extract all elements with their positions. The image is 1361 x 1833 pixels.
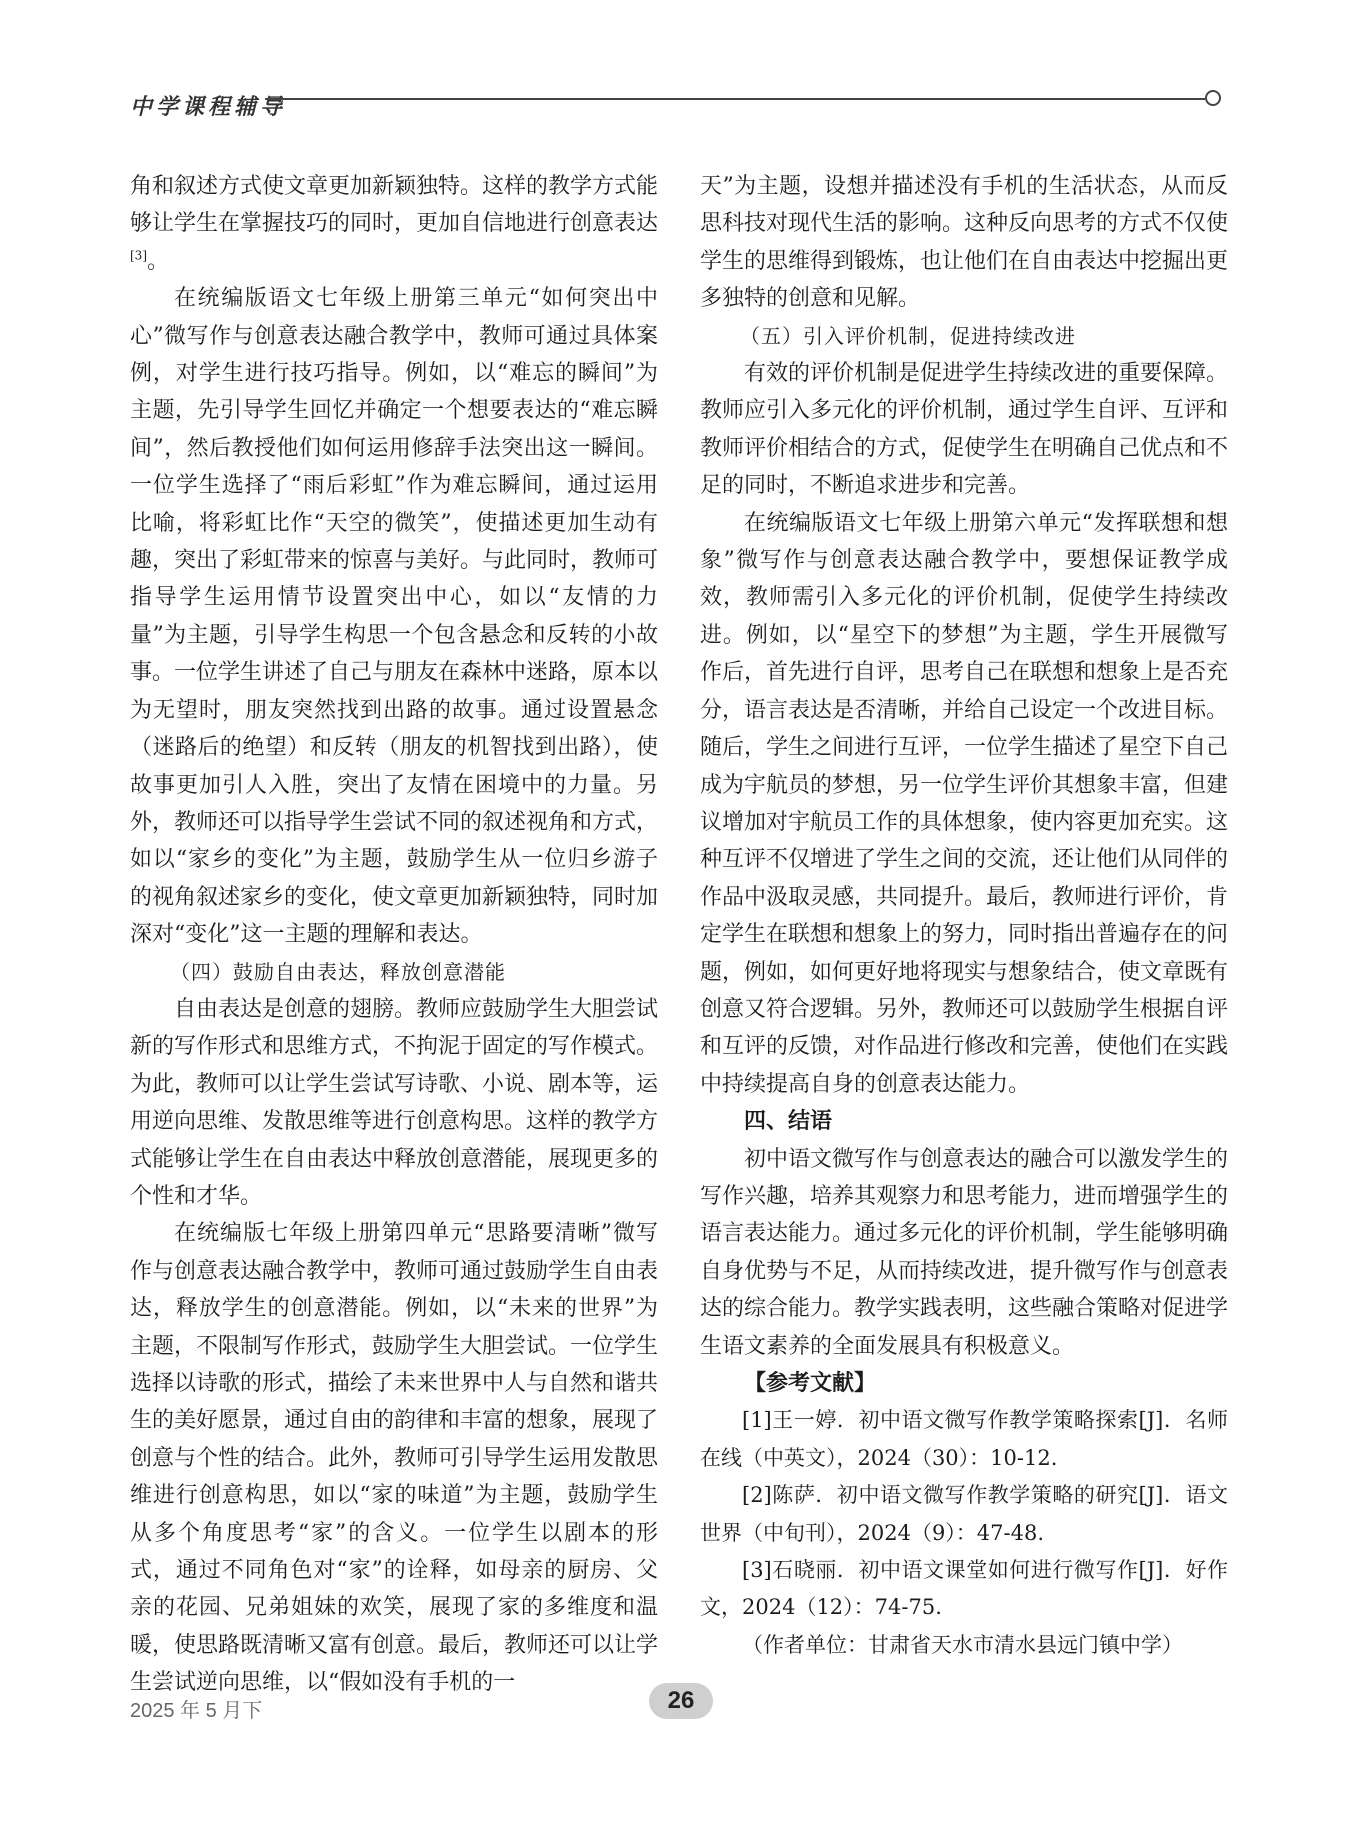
journal-title: 中学课程辅导 bbox=[130, 94, 287, 120]
reference-item: [3]石晓丽．初中语文课堂如何进行微写作[J]．好作文，2024（12）：74-75. bbox=[700, 1558, 1228, 1620]
reference-item: [2]陈萨．初中语文微写作教学策略的研究[J]．语文世界（中旬刊），2024（9）：47-48. bbox=[700, 1483, 1228, 1545]
paragraph-end: 。 bbox=[147, 248, 170, 274]
left-column bbox=[130, 168, 658, 1702]
paragraph: 初中语文微写作与创意表达的融合可以激发学生的写作兴趣，培养其观察力和思考能力，进而增强学生的语言表达能力。通过多元化的评价机制，学生能够明确自身优势与不足，从而持续改进，提升微写作与创意表达的综合能力。教学实践表明，这些融合策略对促进学生语文素养的全面发展具有积极意义。 bbox=[700, 1146, 1229, 1359]
paragraph: 天”为主题，设想并描述没有手机的生活状态，从而反思科技对现代生活的影响。这种反向思考的方式不仅使学生的思维得到锻炼，也让他们在自由表达中挖掘出更多独特的创意和见解。 bbox=[700, 174, 1229, 312]
header-circle-ornament bbox=[1205, 90, 1221, 106]
page-number: 26 bbox=[649, 1683, 713, 1719]
citation-marker: [3] bbox=[130, 248, 147, 263]
author-affiliation: （作者单位：甘肃省天水市清水县远门镇中学） bbox=[742, 1632, 1183, 1657]
paragraph: 在统编版七年级上册第四单元“思路要清晰”微写作与创意表达融合教学中，教师可通过鼓励学生自由表达，释放学生的创意潜能。例如，以“未来的世界”为主题，不限制写作形式，鼓励学生大胆尝试。一位学生选择以诗歌的形式，描绘了未来世界中人与自然和谐共生的美好愿景，通过自由的韵律和丰富的想象，展现了创意与个性的结合。此外，教师可引导学生运用发散思维进行创意构思，如以“家的味道”为主题，鼓励学生从多个角度思考“家”的含义。一位学生以剧本的形式，通过不同角色对“家”的诠释，如母亲的厨房、父亲的花园、兄弟姐妹的欢笑，展现了家的多维度和温暖，使思路既清晰又富有创意。最后，教师还可以让学生尝试逆向思维，以“假如没有手机的一 bbox=[130, 1221, 659, 1696]
header-rule bbox=[265, 98, 1205, 100]
reference-item: [1]王一婷．初中语文微写作教学策略探索[J]．名师在线（中英文），2024（30）：10-12. bbox=[700, 1408, 1228, 1470]
subsection-heading: （四）鼓励自由表达，释放创意潜能 bbox=[170, 959, 506, 984]
paragraph: 有效的评价机制是促进学生持续改进的重要保障。教师应引入多元化的评价机制，通过学生自评、互评和教师评价相结合的方式，促使学生在明确自己优点和不足的同时，不断追求进步和完善。 bbox=[700, 361, 1229, 499]
issue-date: 2025 年 5 月下 bbox=[130, 1700, 263, 1722]
subsection-heading: （五）引入评价机制，促进持续改进 bbox=[740, 323, 1076, 348]
references-heading: 【参考文献】 bbox=[744, 1371, 877, 1396]
paragraph: 在统编版语文七年级上册第六单元“发挥联想和想象”微写作与创意表达融合教学中，要想保证教学成效，教师需引入多元化的评价机制，促使学生持续改进。例如，以“星空下的梦想”为主题，学生开展微写作后，首先进行自评，思考自己在联想和想象上是否充分，语言表达是否清晰，并给自己设定一个改进目标。随后，学生之间进行互评，一位学生描述了星空下自己成为宇航员的梦想，另一位学生评价其想象丰富，但建议增加对宇航员工作的具体想象，使内容更加充实。这种互评不仅增进了学生之间的交流，还让他们从同伴的作品中汲取灵感，共同提升。最后，教师进行评价，肯定学生在联想和想象上的努力，同时指出普遍存在的问题，例如，如何更好地将现实与想象结合，使文章既有创意又符合逻辑。另外，教师还可以鼓励学生根据自评和互评的反馈，对作品进行修改和完善，使他们在实践中持续提高自身的创意表达能力。 bbox=[700, 510, 1229, 1097]
paragraph bbox=[130, 168, 658, 280]
section-heading: 四、结语 bbox=[744, 1109, 833, 1135]
paragraph-text: 角和叙述方式使文章更加新颖独特。这样的教学方式能够让学生在掌握技巧的同时，更加自信地进行创意表达 bbox=[130, 174, 659, 237]
paragraph: 自由表达是创意的翅膀。教师应鼓励学生大胆尝试新的写作形式和思维方式，不拘泥于固定的写作模式。为此，教师可以让学生尝试写诗歌、小说、剧本等，运用逆向思维、发散思维等进行创意构思。这样的教学方式能够让学生在自由表达中释放创意潜能，展现更多的个性和才华。 bbox=[130, 996, 659, 1209]
right-column bbox=[700, 168, 1228, 1664]
paragraph: 在统编版语文七年级上册第三单元“如何突出中心”微写作与创意表达融合教学中，教师可通过具体案例，对学生进行技巧指导。例如，以“难忘的瞬间”为主题，先引导学生回忆并确定一个想要表达的“难忘瞬间”，然后教授他们如何运用修辞手法突出这一瞬间。一位学生选择了“雨后彩虹”作为难忘瞬间，通过运用比喻，将彩虹比作“天空的微笑”，使描述更加生动有趣，突出了彩虹带来的惊喜与美好。与此同时，教师可指导学生运用情节设置突出中心，如以“友情的力量”为主题，引导学生构思一个包含悬念和反转的小故事。一位学生讲述了自己与朋友在森林中迷路，原本以为无望时，朋友突然找到出路的故事。通过设置悬念（迷路后的绝望）和反转（朋友的机智找到出路），使故事更加引人入胜，突出了友情在困境中的力量。另外，教师还可以指导学生尝试不同的叙述视角和方式，如以“家乡的变化”为主题，鼓励学生从一位归乡游子的视角叙述家乡的变化，使文章更加新颖独特，同时加深对“变化”这一主题的理解和表达。 bbox=[130, 286, 659, 948]
